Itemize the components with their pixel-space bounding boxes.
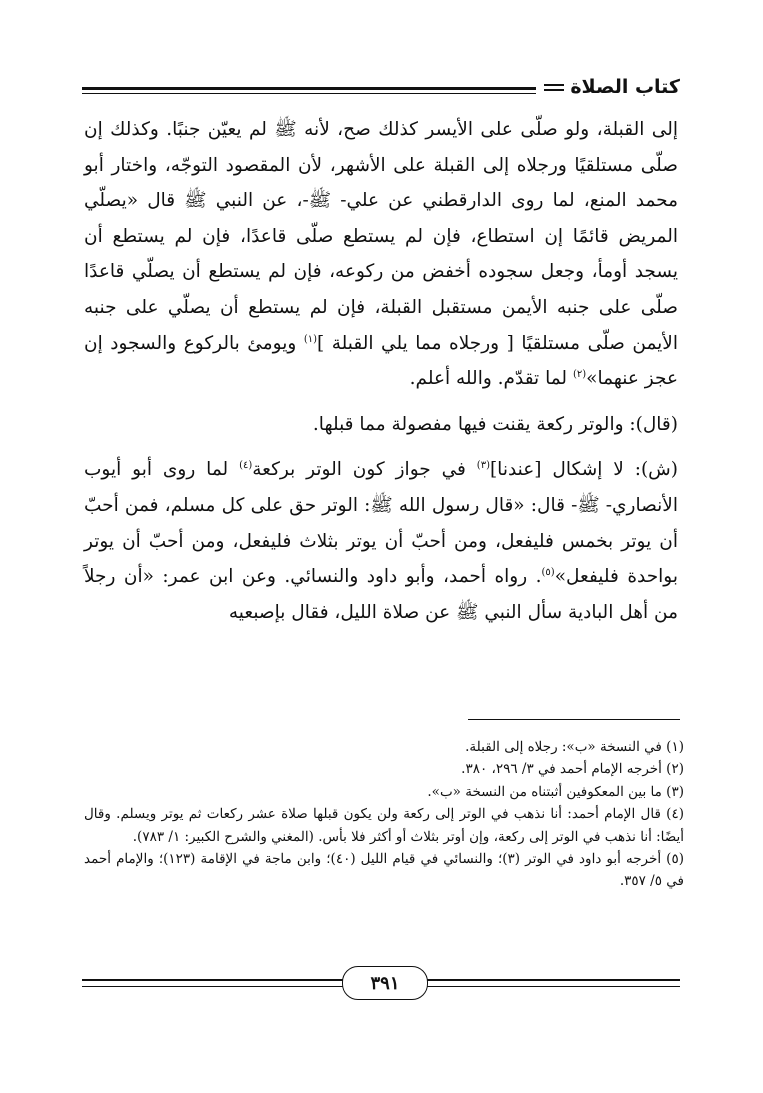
paragraph-sharh: (ش): لا إشكال [عندنا]$^{(٣)}$ في جواز كون الوتر بركعة$^{(٤)}$ لما روى أبو أيوب الأنصاري- ﷺ- قال: «قال رسول الله ﷺ: الوتر حق على كل مسلم، فمن أحبّ أن يوتر بخمس فليفعل، ومن أحبّ أن يوتر بثلاث فليفعل، ومن أحبّ أن يوتر بواحدة فليفعل»$^{(٥)}$. رواه أحمد، وأبو داود والنسائي. وعن ابن عمر: «أن رجلاً من أهل البادية سأل النبي ﷺ عن صلاة الليل، فقال بإصبعيه [84, 459, 679, 623]
footnote-3: (٣) ما بين المعكوفين أثبتناه من النسخة «ب». [427, 783, 684, 800]
footnote-ref-4: (٤) [239, 460, 253, 472]
footnote-ref-2: (٢) [572, 369, 587, 380]
paragraph-matn: (قال): والوتر ركعة يقنت فيها مفصولة مما قبلها. [312, 413, 678, 435]
footnote-1: (١) في النسخة «ب»: رجلاه إلى القبلة. [465, 739, 684, 755]
page-header [82, 72, 680, 102]
footnote-ref-1: (١) [303, 333, 317, 345]
footnote-2: (٢) أخرجه الإمام أحمد في ٣/ ٢٩٦، ٣٨٠. [461, 761, 684, 778]
page-footer [82, 962, 680, 1006]
paragraph-1: إلى القبلة، ولو صلّى على الأيسر كذلك صح، لأنه ﷺ لم يعيّن جنبًا. وكذلك إن صلّى مستلقيًا ورجلاه إلى القبلة على الأشهر، لأن المقصود التوجّه، واختار أبو محمد المنع، لما روى الدارقطني عن علي- ﷺ-، عن النبي ﷺ قال «يصلّي المريض قائمًا إن استطاع، فإن لم يستطع صلّى قاعدًا، فإن لم يستطع أن يسجد أومأ، وجعل سجوده أخفض من ركوعه، فإن لم يستطع أن يصلّي قاعدًا صلّى على جنبه الأيمن مستقبل القبلة، فإن لم يستطع أن يصلّي على جنبه الأيمن صلّى مستلقيًا [ ورجلاه مما يلي القبلة ]$^{(١)}$ ويومئ بالركوع والسجود إن عجز عنهما»$^{(٢)}$ لما تقدّم. والله أعلم. [84, 119, 678, 390]
footnote-separator [468, 719, 680, 720]
main-text [84, 112, 678, 630]
footnote-5: (٥) أخرجه أبو داود في الوتر (٣)؛ والنسائي في قيام الليل (٤٠)؛ وابن ماجة في الإقامة (١٢٣)؛ والإمام أحمد في ٥/ ٣٥٧. [84, 851, 684, 890]
footnote-ref-5: (٥) [541, 566, 555, 578]
footnote-4: (٤) قال الإمام أحمد: أنا نذهب في الوتر إلى ركعة ولن يكون قبلها صلاة عشر ركعات ثم يوتر ويسلم. وقال أيضًا: أنا نذهب في الوتر إلى ركعة، وإن أوتر بثلاث أو أكثر فلا بأس. (المغني والشرح الكبير: ١/ ٧٨٣). [84, 806, 684, 845]
page-number: ٣٩١ [342, 966, 428, 1000]
footnotes [84, 736, 684, 893]
header-rule [82, 87, 536, 94]
header-ornament [544, 84, 564, 91]
footnote-ref-3: (٣) [476, 460, 490, 472]
chapter-title: كتاب الصلاة [570, 76, 680, 98]
